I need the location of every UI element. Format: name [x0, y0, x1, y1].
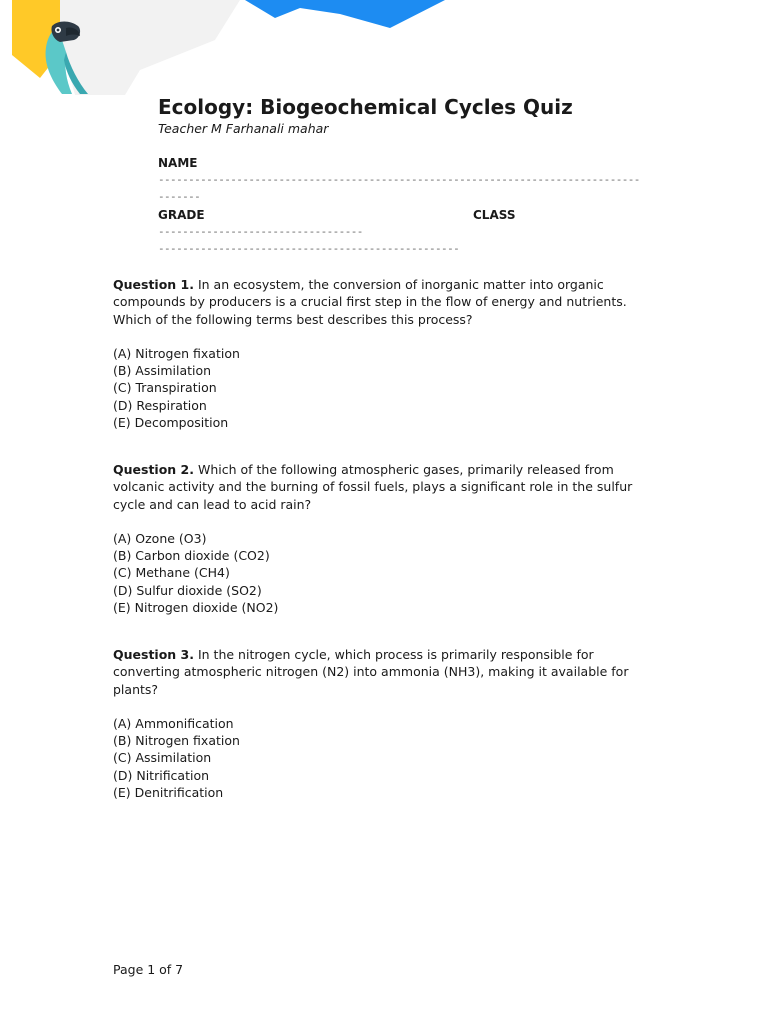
option-d[interactable]: (D) Nitrification — [113, 767, 210, 783]
header-shapes — [0, 0, 768, 100]
question-number: Question 1. — [113, 277, 194, 292]
answer-options — [113, 345, 643, 431]
question-text — [113, 646, 643, 698]
option-c[interactable]: (C) Methane (CH4) — [113, 565, 230, 581]
option-c[interactable]: (C) Assimilation — [113, 750, 212, 766]
class-label: CLASS — [473, 208, 516, 222]
answer-options — [113, 530, 643, 616]
option-c[interactable]: (C) Transpiration — [113, 380, 217, 396]
page-number: Page 1 of 7 — [113, 962, 184, 977]
question-2 — [113, 461, 643, 629]
question-3 — [113, 646, 643, 814]
option-d[interactable]: (D) Respiration — [113, 397, 207, 413]
name-line[interactable]: -------------------------------------------------------------------------------- — [158, 173, 640, 186]
question-text — [113, 461, 643, 513]
class-line[interactable]: -------------------------------------------------- — [158, 242, 460, 255]
option-a[interactable]: (A) Ozone (O3) — [113, 530, 207, 546]
option-e[interactable]: (E) Denitrification — [113, 785, 224, 801]
question-body: In the nitrogen cycle, which process is primarily responsible for converting atmospheric nitrogen (N2) into ammonia (NH3), making it available for plants? — [113, 647, 629, 697]
name-label: NAME — [158, 156, 198, 170]
answer-options — [113, 715, 643, 801]
option-e[interactable]: (E) Decomposition — [113, 415, 229, 431]
teacher-name: Teacher M Farhanali mahar — [158, 121, 329, 136]
option-a[interactable]: (A) Ammonification — [113, 715, 234, 731]
question-number: Question 3. — [113, 647, 194, 662]
header-decoration — [0, 0, 768, 100]
option-b[interactable]: (B) Nitrogen fixation — [113, 733, 240, 749]
option-d[interactable]: (D) Sulfur dioxide (SO2) — [113, 582, 262, 598]
question-1 — [113, 276, 643, 444]
option-a[interactable]: (A) Nitrogen fixation — [113, 345, 240, 361]
name-line-continued[interactable]: ------- — [158, 190, 201, 203]
grade-label: GRADE — [158, 208, 205, 222]
option-b[interactable]: (B) Assimilation — [113, 363, 212, 379]
title-block — [158, 94, 678, 138]
question-body: Which of the following atmospheric gases, primarily released from volcanic activity and the burning of fossil fuels, plays a significant role in the sulfur cycle and can lead to acid rain? — [113, 462, 633, 512]
option-e[interactable]: (E) Nitrogen dioxide (NO2) — [113, 600, 279, 616]
option-b[interactable]: (B) Carbon dioxide (CO2) — [113, 548, 270, 564]
grade-line[interactable]: ---------------------------------- — [158, 225, 363, 238]
quiz-title: Ecology: Biogeochemical Cycles Quiz — [158, 95, 573, 119]
question-body: In an ecosystem, the conversion of inorganic matter into organic compounds by producers is a crucial first step in the flow of energy and nutrients. Which of the following terms best describes this process? — [113, 277, 627, 327]
question-text — [113, 276, 643, 328]
question-number: Question 2. — [113, 462, 194, 477]
